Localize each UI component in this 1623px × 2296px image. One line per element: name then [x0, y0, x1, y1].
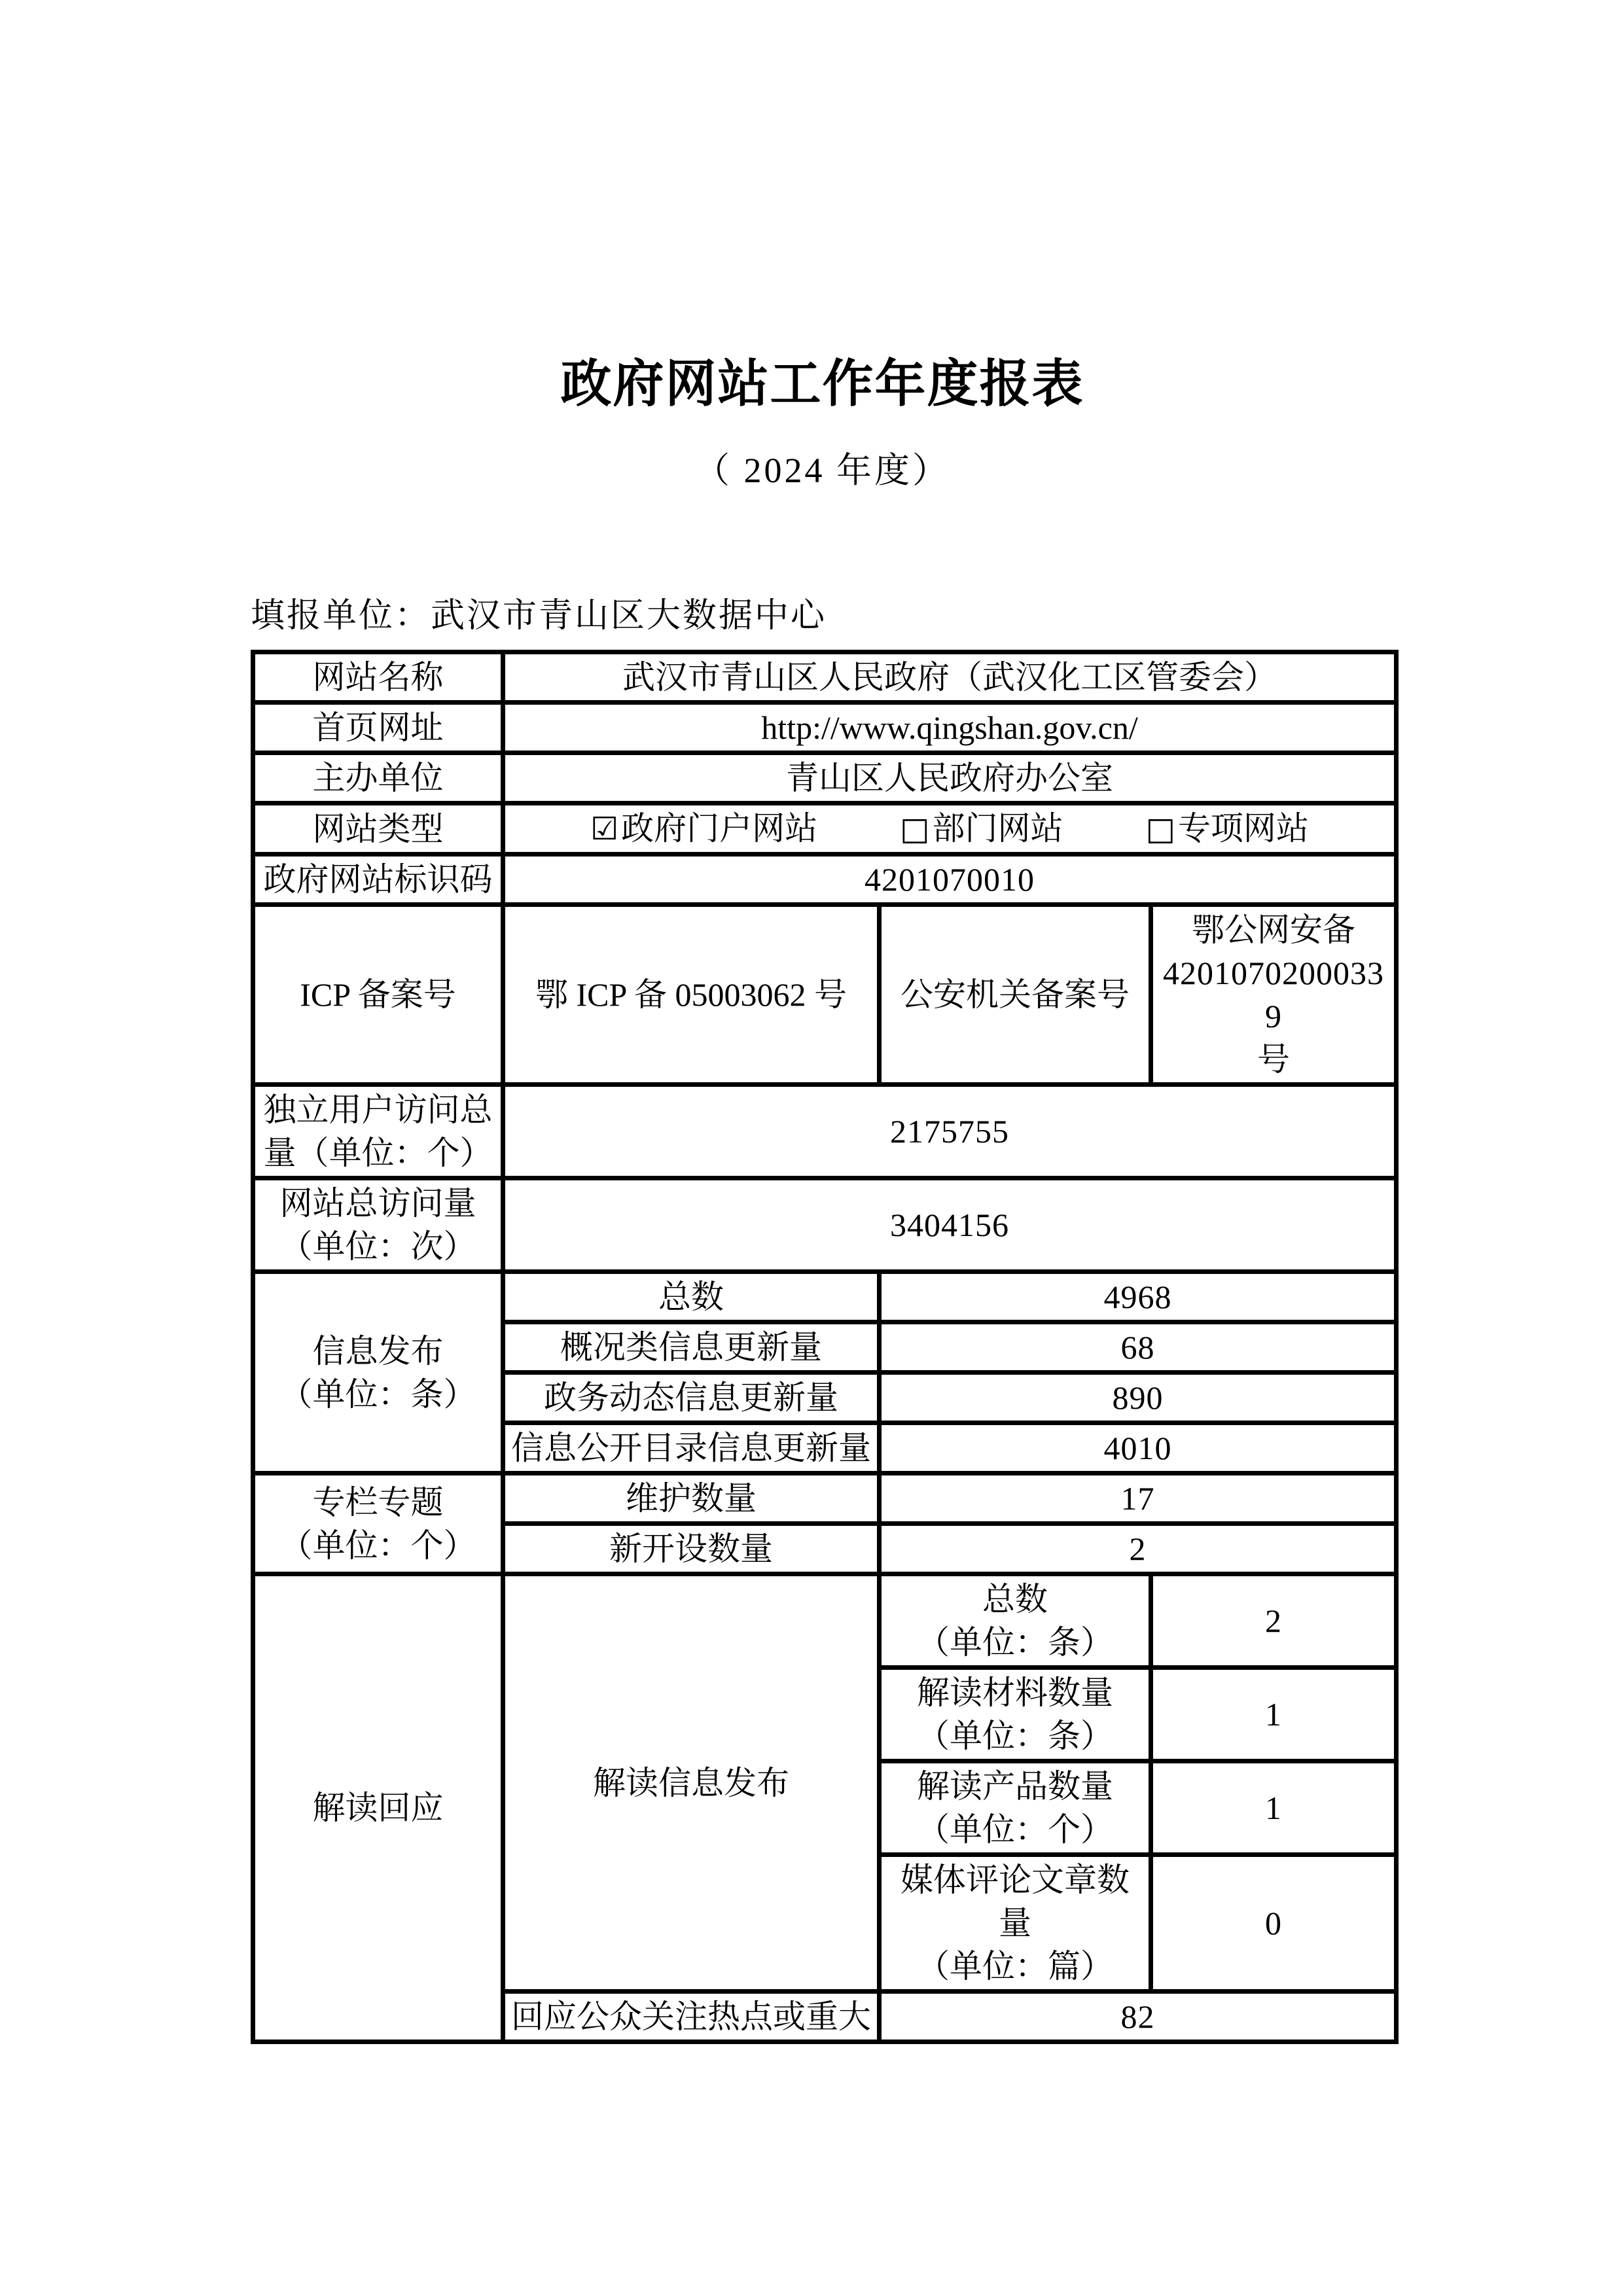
label-line: 专栏专题	[312, 1483, 444, 1521]
organizer-value: 青山区人民政府办公室	[503, 753, 1397, 804]
media-comment-label	[880, 1855, 1151, 1992]
special-new-value: 2	[880, 1524, 1397, 1574]
media-comment-value: 0	[1151, 1855, 1397, 1992]
label-line: （单位：次）	[279, 1228, 476, 1265]
label-line: 独立用户访问总	[263, 1091, 493, 1128]
checkbox-checked-icon: ☑	[590, 811, 619, 847]
label-line: （单位：条）	[917, 1624, 1113, 1661]
label-line: 媒体评论文章数	[901, 1862, 1130, 1898]
site-type-option-label: 部门网站	[932, 810, 1063, 847]
organizer-label: 主办单位	[253, 753, 503, 804]
homepage-url-label: 首页网址	[253, 703, 503, 753]
label-line: （单位：篇）	[917, 1948, 1113, 1985]
annual-report-table	[251, 650, 1399, 2044]
label-line: （单位：条）	[279, 1375, 476, 1413]
site-id-code-label: 政府网站标识码	[253, 855, 503, 905]
police-record-line: 号	[1257, 1041, 1290, 1078]
site-id-code-value: 4201070010	[503, 855, 1397, 905]
interpret-product-label	[880, 1761, 1151, 1855]
page-title: 政府网站工作年度报表	[560, 355, 1084, 412]
police-record-value	[1151, 905, 1397, 1085]
police-record-line: 鄂公网安备	[1192, 911, 1355, 948]
unique-visitors-label	[253, 1085, 503, 1178]
label-line: 网站总访问量	[279, 1185, 476, 1222]
total-visits-label	[253, 1178, 503, 1272]
info-directory-value: 4010	[880, 1423, 1397, 1474]
special-maintained-value: 17	[880, 1474, 1397, 1524]
icp-license-label: ICP 备案号	[253, 905, 503, 1085]
info-total-value: 4968	[880, 1272, 1397, 1322]
site-type-options	[503, 804, 1397, 855]
info-total-label: 总数	[503, 1272, 880, 1322]
interpret-product-value: 1	[1151, 1761, 1397, 1855]
info-dynamic-label: 政务动态信息更新量	[503, 1373, 880, 1423]
interpret-material-value: 1	[1151, 1668, 1397, 1761]
label-line: （单位：个）	[917, 1811, 1113, 1848]
interpret-material-label	[880, 1668, 1151, 1761]
public-response-label: 回应公众关注热点或重大	[503, 1992, 880, 2042]
label-line: 信息发布	[312, 1332, 444, 1369]
site-type-label: 网站类型	[253, 804, 503, 855]
police-record-line: 42010702000339	[1163, 955, 1384, 1034]
label-line: （单位：个）	[279, 1527, 476, 1564]
interpret-response-section-label: 解读回应	[253, 1574, 503, 2042]
info-overview-value: 68	[880, 1322, 1397, 1373]
icp-license-value: 鄂 ICP 备 05003062 号	[503, 905, 880, 1085]
public-response-value: 82	[880, 1992, 1397, 2042]
site-type-option-label: 政府门户网站	[621, 810, 818, 847]
label-line: 总数	[982, 1581, 1048, 1617]
info-overview-label: 概况类信息更新量	[503, 1322, 880, 1373]
info-publish-section-label	[253, 1272, 503, 1474]
checkbox-unchecked-icon: □	[1145, 811, 1175, 847]
page-subtitle: （ 2024 年度）	[694, 451, 950, 490]
special-maintained-label: 维护数量	[503, 1474, 880, 1524]
label-line: 解读材料数量	[917, 1674, 1113, 1711]
info-dynamic-value: 890	[880, 1373, 1397, 1423]
info-directory-label: 信息公开目录信息更新量	[503, 1423, 880, 1474]
special-column-section-label	[253, 1474, 503, 1574]
special-new-label: 新开设数量	[503, 1524, 880, 1574]
label-line: 解读产品数量	[917, 1768, 1113, 1805]
site-type-option-department	[900, 807, 1063, 851]
homepage-url-value: http://www.qingshan.gov.cn/	[503, 703, 1397, 753]
total-visits-value: 3404156	[503, 1178, 1397, 1272]
interpret-total-value: 2	[1151, 1574, 1397, 1668]
police-record-label: 公安机关备案号	[880, 905, 1151, 1085]
checkbox-unchecked-icon: □	[900, 811, 930, 847]
label-line: （单位：条）	[917, 1718, 1113, 1754]
reporting-unit: 填报单位：武汉市青山区大数据中心	[251, 597, 827, 635]
label-line: 量	[999, 1905, 1031, 1941]
interpret-total-label	[880, 1574, 1151, 1668]
site-type-option-label: 专项网站	[1177, 810, 1309, 847]
interpret-publish-label: 解读信息发布	[503, 1574, 880, 1992]
site-type-option-portal	[590, 807, 817, 851]
site-type-option-special	[1146, 807, 1309, 851]
label-line: 量（单位：个）	[263, 1135, 493, 1171]
site-name-value: 武汉市青山区人民政府（武汉化工区管委会）	[503, 652, 1397, 703]
unique-visitors-value: 2175755	[503, 1085, 1397, 1178]
site-name-label: 网站名称	[253, 652, 503, 703]
